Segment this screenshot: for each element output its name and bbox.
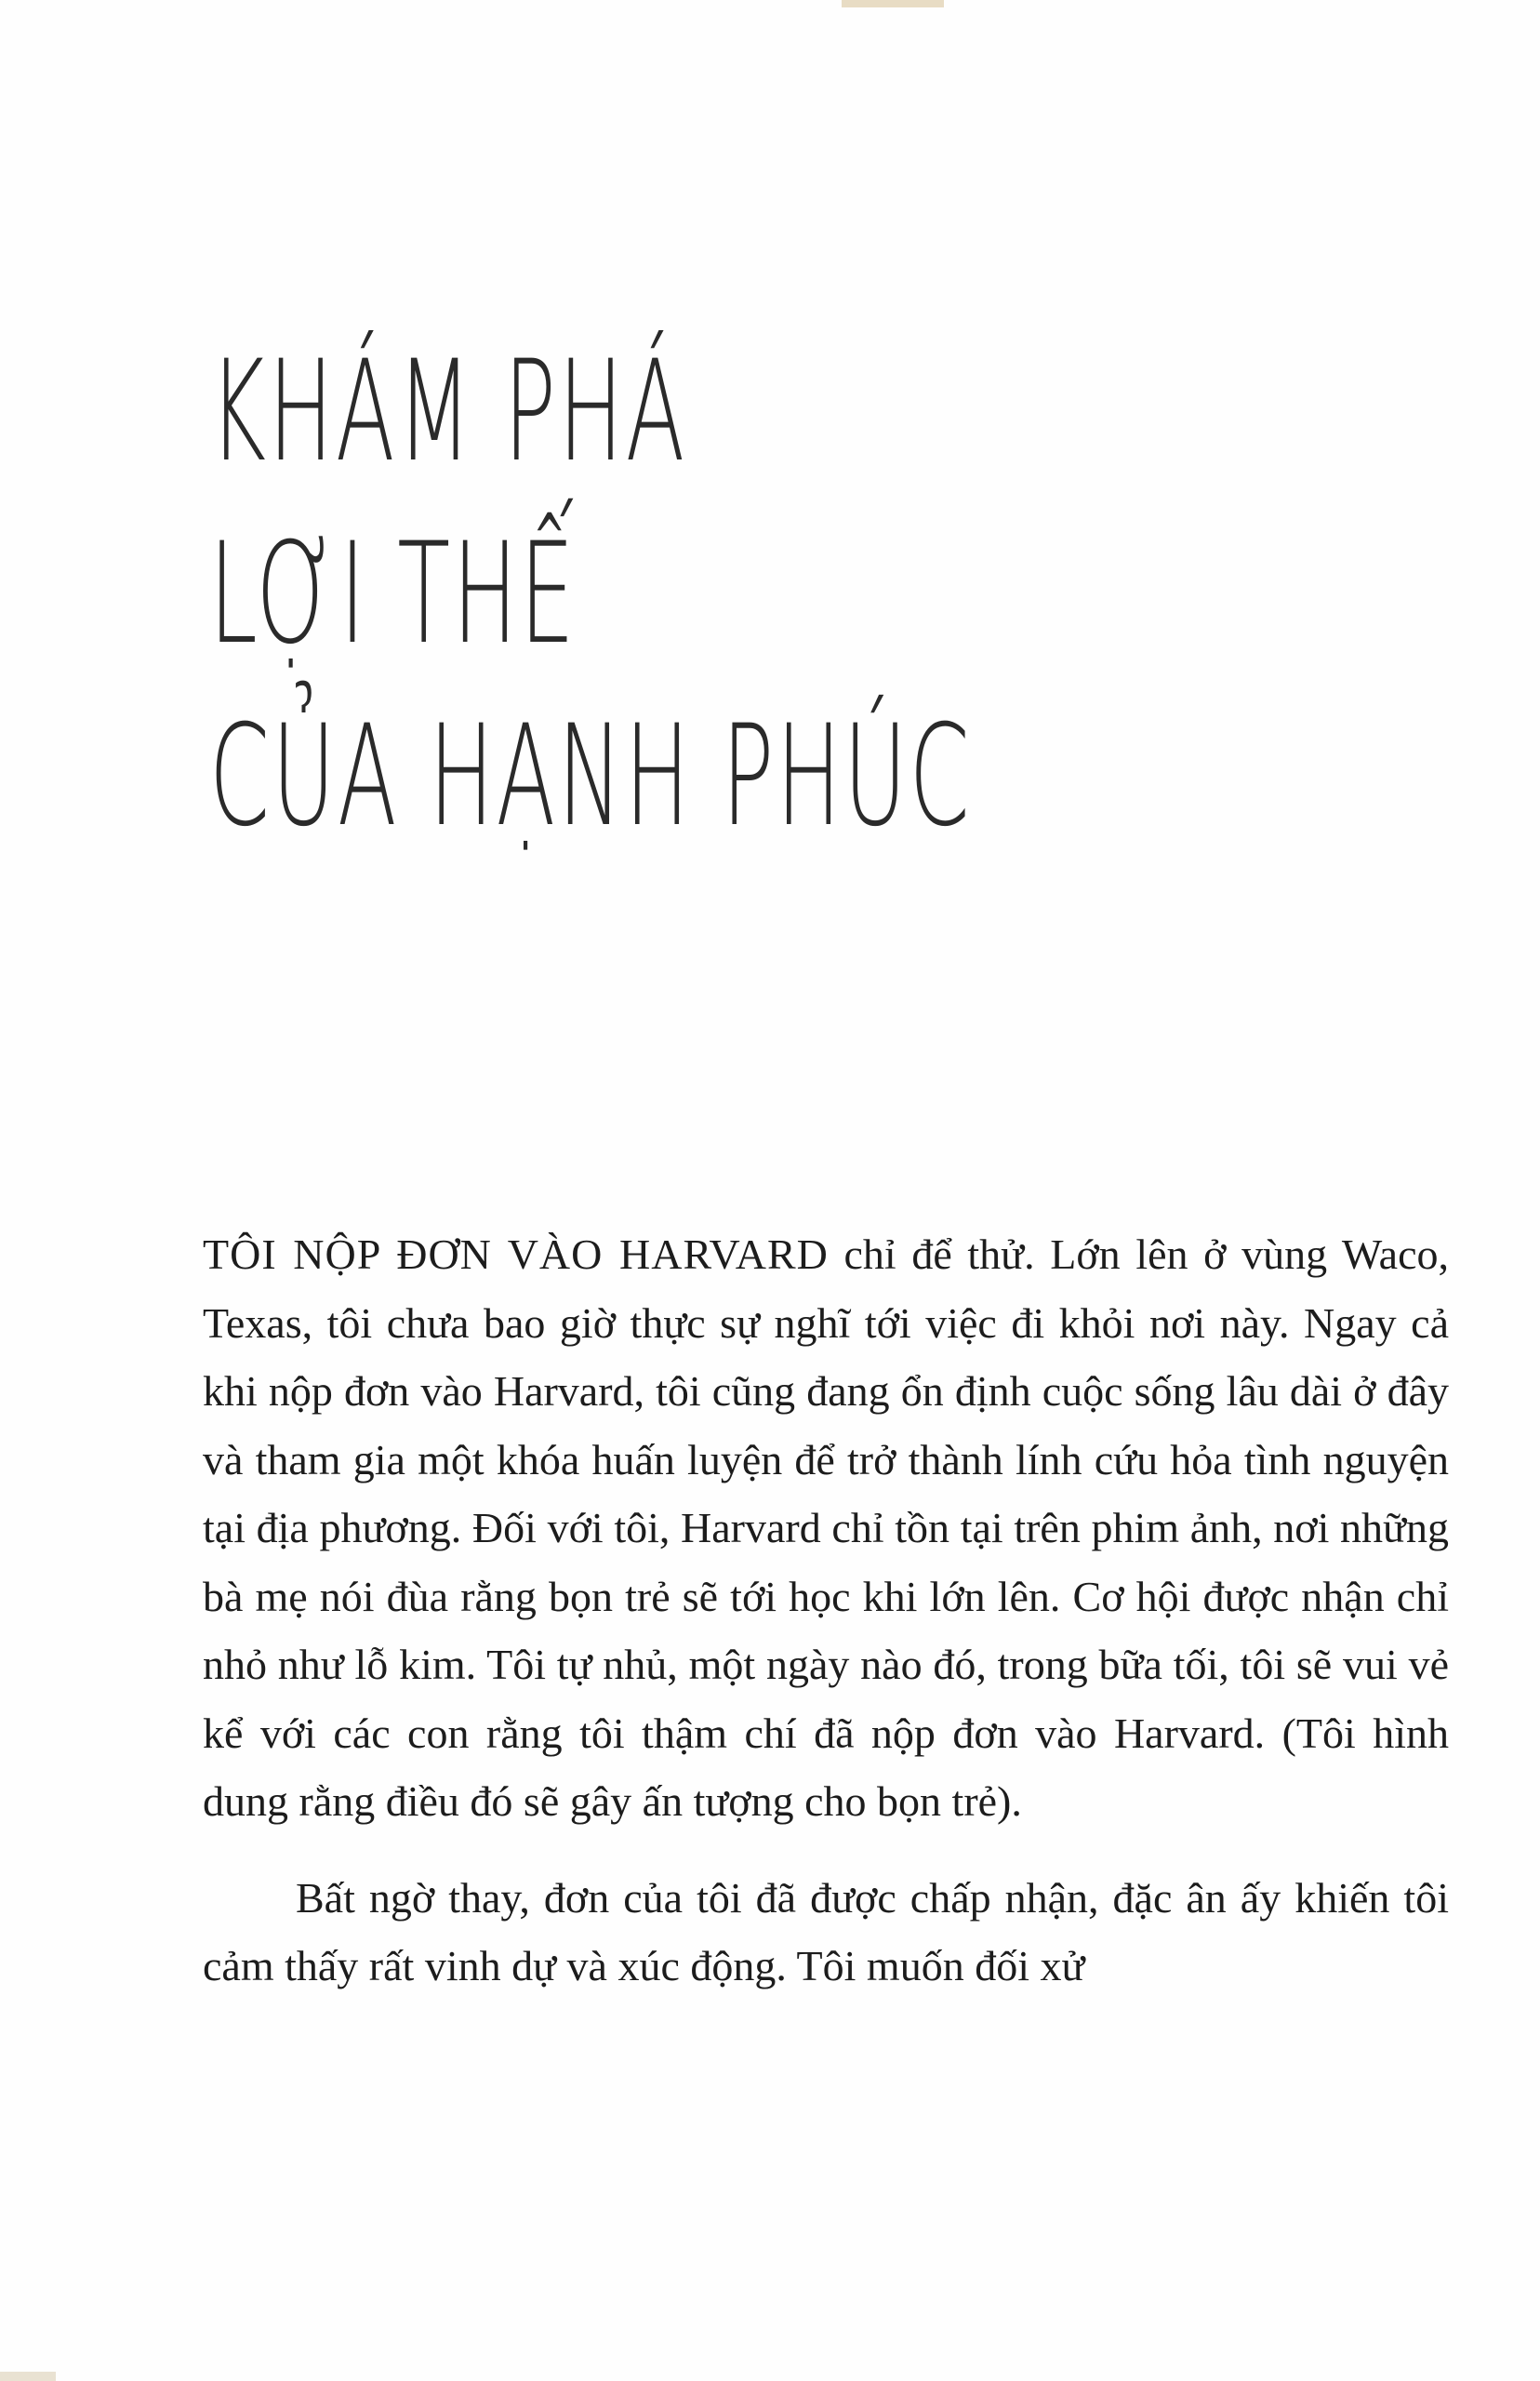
paragraph-2: Bất ngờ thay, đơn của tôi đã được chấp nhận, đặc ân ấy khiến tôi cảm thấy rất vinh dự và xúc động. Tôi muốn đối xử <box>203 1873 1449 1989</box>
page-edge-mark <box>842 0 944 7</box>
chapter-title-line-2: LỢI THẾ <box>209 513 578 675</box>
body-text <box>203 1220 1449 2001</box>
page-edge-mark-bottom <box>0 2372 56 2381</box>
paragraph-1-lead: TÔI NỘP ĐƠN VÀO HARVARD <box>203 1230 829 1278</box>
chapter-title-line-3: CỦA HẠNH PHÚC <box>209 696 973 858</box>
paragraph-1-rest: chỉ để thử. Lớn lên ở vùng Waco, Texas, tôi chưa bao giờ thực sự nghĩ tới việc đi khỏi nơi này. Ngay cả khi nộp đơn vào Harvard, tôi cũng đang ổn định cuộc sống lâu dài ở đây và tham gia một khóa huấn luyện để trở thành lính cứu hỏa tình nguyện tại địa phương. Đối với tôi, Harvard chỉ tồn tại trên phim ảnh, nơi những bà mẹ nói đùa rằng bọn trẻ sẽ tới học khi lớn lên. Cơ hội được nhận chỉ nhỏ như lỗ kim. Tôi tự nhủ, một ngày nào đó, trong bữa tối, tôi sẽ vui vẻ kể với các con rằng tôi thậm chí đã nộp đơn vào Harvard. (Tôi hình dung rằng điều đó sẽ gây ấn tượng cho bọn trẻ). <box>203 1230 1449 1825</box>
chapter-title <box>209 321 972 868</box>
chapter-title-line-1: KHÁM PHÁ <box>209 331 687 493</box>
paragraph-1 <box>203 1220 1449 1836</box>
